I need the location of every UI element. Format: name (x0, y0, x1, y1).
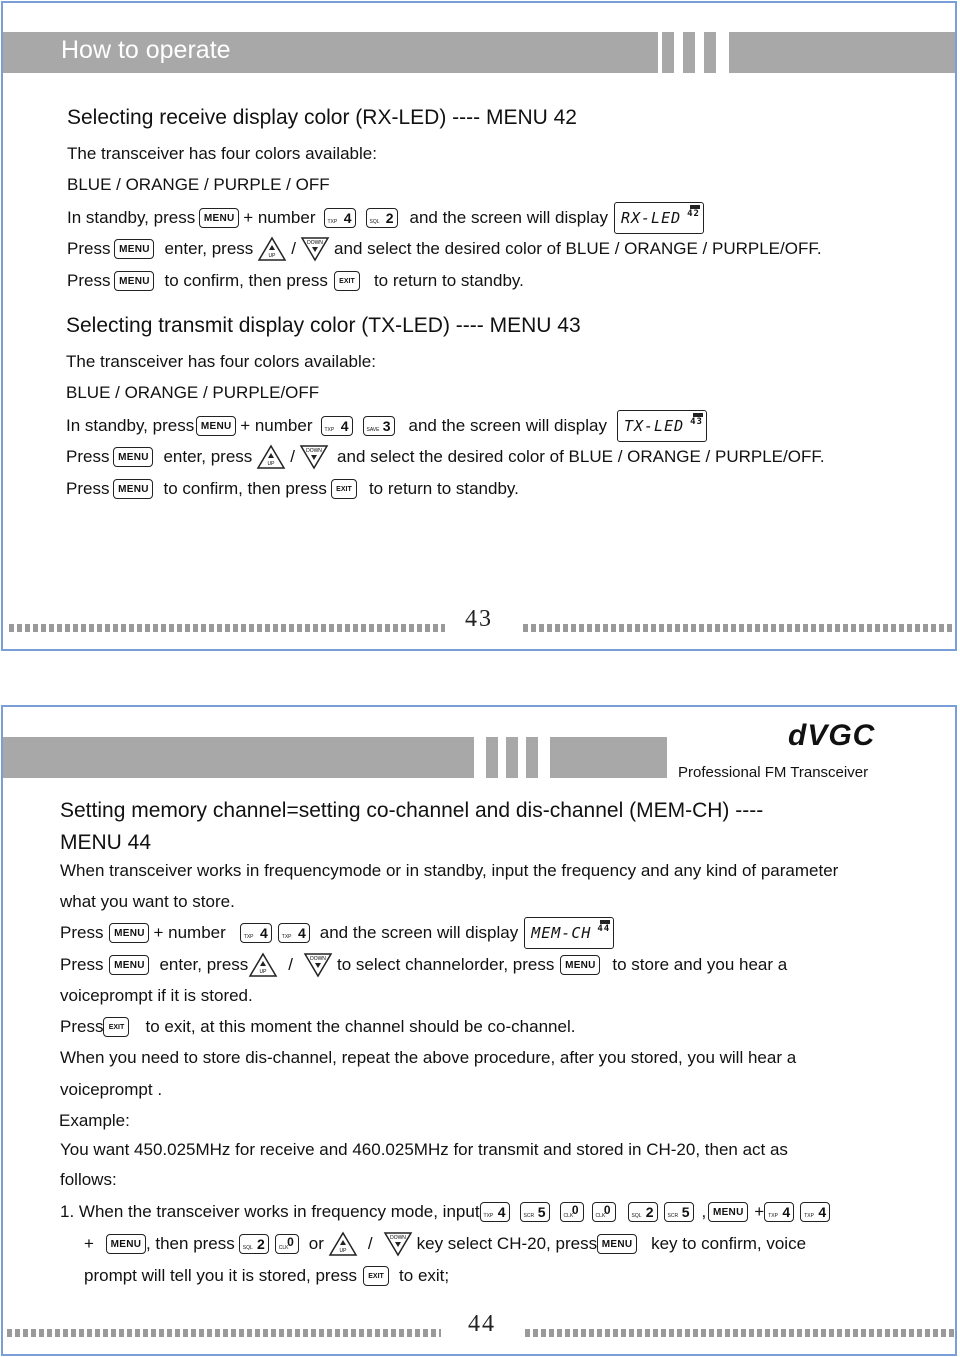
text-line (67, 234, 822, 264)
menu-key-icon: MENU (109, 955, 149, 975)
key-0-icon (560, 1202, 584, 1222)
section-title-menu44: MENU 44 (60, 831, 152, 854)
key-digit: 4 (818, 1204, 827, 1220)
brand-logo (788, 719, 875, 753)
text-line (84, 1229, 806, 1259)
key-sub: TXP (804, 1213, 814, 1219)
key-sub: CLK (563, 1213, 574, 1219)
text-line (67, 175, 330, 195)
header-bar-right (729, 32, 957, 73)
text: / (290, 447, 296, 466)
key-label: DOWN (306, 448, 322, 454)
text: / (367, 1234, 373, 1253)
footer-dots (523, 624, 955, 632)
footer-dots (7, 1329, 441, 1337)
text-line (60, 986, 253, 1006)
text-line (60, 1170, 117, 1190)
up-key-icon (256, 444, 286, 470)
text: BLUE / ORANGE / PURPLE/OFF (66, 383, 320, 402)
key-4-icon (480, 1202, 510, 1222)
section-title-tx-led: Selecting transmit display color (TX-LED) ---- MENU 43 (66, 314, 581, 337)
text: prompt will tell you it is stored, press (84, 1266, 358, 1285)
key-digit: 5 (537, 1204, 546, 1220)
key-4-icon (764, 1202, 794, 1222)
text-line (84, 1263, 449, 1289)
text: and select the desired color of BLUE / ORANGE / PURPLE/OFF. (334, 239, 822, 258)
key-label: UP (267, 461, 275, 467)
key-sub: TXP (324, 427, 335, 433)
text-line (60, 916, 614, 950)
key-sub: SCR (523, 1213, 535, 1219)
page-number: 43 (465, 606, 493, 632)
key-sub: SAVE (366, 427, 380, 433)
key-digit: 5 (681, 1204, 690, 1220)
text: The transceiver has four colors available: (66, 352, 376, 371)
menu-key-icon: MENU (114, 271, 154, 291)
text: key select CH-20, press (416, 1234, 598, 1253)
lcd-number: 43 (690, 417, 703, 427)
exit-key-icon: EXIT (363, 1266, 389, 1286)
text: , then press (145, 1234, 235, 1253)
text: and the screen will display (408, 416, 607, 435)
text: to store and you hear a (612, 955, 788, 974)
text: enter, press (159, 955, 249, 974)
text: When you need to store dis-channel, repeat the above procedure, after you stored, you will hear a (60, 1048, 797, 1067)
text: In standby, press (66, 416, 195, 435)
footer-dots (525, 1329, 955, 1337)
text-line (59, 1111, 130, 1131)
key-sub: SQL (369, 219, 380, 225)
key-4-icon (240, 923, 272, 943)
menu-key-icon: MENU (597, 1234, 637, 1254)
menu-key-icon: MENU (106, 1234, 146, 1254)
key-digit: 4 (259, 925, 268, 941)
key-label: DOWN (310, 956, 326, 962)
key-digit: 2 (385, 210, 394, 226)
key-digit: 4 (297, 925, 306, 941)
text-line (66, 408, 707, 444)
text: + (754, 1202, 765, 1221)
lcd-display-icon (617, 410, 707, 442)
text: what you want to store. (60, 892, 235, 911)
text: , (701, 1202, 707, 1221)
text: and the screen will display (319, 923, 519, 942)
key-sub: TXP (243, 934, 254, 940)
lcd-text: TX-LED (623, 417, 685, 435)
key-digit: 4 (343, 210, 352, 226)
header-stripe (486, 737, 498, 778)
text-line (67, 144, 377, 164)
header-bar (3, 737, 474, 778)
key-sub: TXP (483, 1213, 494, 1219)
text: When transceiver works in frequencymode or in standby, input the frequency and any kind of parameter (60, 861, 839, 880)
page-title: How to operate (61, 36, 231, 64)
text: + number (243, 208, 316, 227)
key-4-icon (321, 416, 353, 436)
text: Press (60, 1017, 104, 1036)
key-digit: 0 (287, 1235, 294, 1249)
text: + number (153, 923, 226, 942)
down-key-icon (303, 952, 333, 978)
text: / (288, 955, 294, 974)
lcd-display-icon (614, 202, 704, 234)
text-line (60, 1199, 834, 1225)
section-title-mem-ch: Setting memory channel=setting co-channel and dis-channel (MEM-CH) ---- (60, 799, 764, 822)
text: In standby, press (67, 208, 196, 227)
text: enter, press (164, 239, 254, 258)
exit-key-icon: EXIT (334, 271, 360, 291)
text: + number (240, 416, 313, 435)
key-sub: SQL (631, 1213, 642, 1219)
key-2-icon (239, 1234, 269, 1254)
text: + (84, 1234, 94, 1253)
exit-key-icon: EXIT (331, 479, 357, 499)
key-2-icon (366, 208, 398, 228)
text: to confirm, then press (164, 271, 328, 290)
text-line (66, 476, 519, 502)
menu-key-icon: MENU (114, 239, 154, 259)
up-key-icon (328, 1231, 358, 1257)
key-5-icon (520, 1202, 550, 1222)
text: and the screen will display (409, 208, 608, 227)
menu-key-icon: MENU (113, 447, 153, 467)
lcd-number: 42 (687, 209, 700, 219)
footer-dots (9, 624, 445, 632)
text: Press (60, 955, 104, 974)
text: or (308, 1234, 324, 1253)
key-label: DOWN (307, 240, 323, 246)
key-sub: CLK (595, 1213, 606, 1219)
key-0-icon (592, 1202, 616, 1222)
section-title-rx-led: Selecting receive display color (RX-LED) ---- MENU 42 (67, 106, 577, 129)
exit-key-icon: EXIT (103, 1017, 129, 1037)
key-digit: 0 (571, 1203, 579, 1217)
brand-subtitle: Professional FM Transceiver (678, 764, 869, 781)
text: and select the desired color of BLUE / ORANGE / PURPLE/OFF. (337, 447, 825, 466)
text: to return to standby. (368, 479, 519, 498)
text: to exit; (399, 1266, 450, 1285)
text: voiceprompt . (60, 1080, 163, 1099)
text-line (66, 352, 376, 372)
key-4-icon (278, 923, 310, 943)
page-number: 44 (468, 1311, 496, 1337)
text-line (60, 1014, 575, 1040)
text: Press (67, 271, 111, 290)
lcd-text: MEM-CH (531, 924, 592, 942)
key-5-icon (664, 1202, 694, 1222)
text: Example: (59, 1111, 130, 1130)
text: / (291, 239, 297, 258)
menu-key-icon: MENU (199, 208, 239, 228)
text-line (66, 383, 319, 403)
text: Press (60, 923, 104, 942)
text: Press (66, 447, 110, 466)
menu-key-icon: MENU (196, 416, 236, 436)
key-digit: 4 (340, 418, 349, 434)
text-line (60, 892, 235, 912)
key-digit: 0 (603, 1203, 611, 1217)
menu-key-icon: MENU (113, 479, 153, 499)
key-label: UP (339, 1248, 347, 1254)
key-sub: SCR (667, 1213, 679, 1219)
menu-key-icon: MENU (560, 955, 600, 975)
key-sub: TXP (768, 1213, 778, 1219)
key-label: UP (259, 969, 267, 975)
key-4-icon (800, 1202, 830, 1222)
text: Press (66, 479, 110, 498)
header-bar-right (550, 737, 667, 778)
key-0-icon (275, 1234, 299, 1254)
key-3-icon (363, 416, 395, 436)
text: enter, press (163, 447, 253, 466)
up-key-icon (248, 952, 278, 978)
text-line (60, 1080, 162, 1100)
text: to confirm, then press (163, 479, 327, 498)
key-label: DOWN (389, 1235, 406, 1241)
text: key to confirm, voice (651, 1234, 807, 1253)
text-line (60, 950, 787, 980)
header-bar (3, 32, 658, 73)
key-digit: 4 (497, 1204, 506, 1220)
key-4-icon (324, 208, 356, 228)
text: to exit, at this moment the channel should be co-channel. (145, 1017, 576, 1036)
text: BLUE / ORANGE / PURPLE / OFF (67, 175, 330, 194)
text: The transceiver has four colors available: (67, 144, 377, 163)
text: You want 450.025MHz for receive and 460.025MHz for transmit and stored in CH-20, then act as (60, 1140, 788, 1159)
header-stripe (662, 32, 674, 73)
lcd-number: 44 (597, 924, 611, 934)
key-digit: 3 (382, 418, 391, 434)
up-key-icon (257, 236, 287, 262)
key-digit: 4 (782, 1204, 791, 1220)
header-stripe (683, 32, 695, 73)
vgc-logo: dVGC (788, 719, 876, 752)
lcd-display-icon (524, 917, 614, 949)
page-43 (1, 1, 957, 651)
text: 1. When the transceiver works in frequency mode, input (60, 1202, 480, 1221)
text: to select channelorder, press (337, 955, 555, 974)
key-digit: 2 (645, 1204, 654, 1220)
text-line (66, 442, 825, 472)
key-label: UP (268, 253, 276, 259)
key-2-icon (628, 1202, 658, 1222)
header-stripe (506, 737, 518, 778)
down-key-icon (383, 1231, 413, 1257)
header-stripe (526, 737, 538, 778)
text: to return to standby. (373, 271, 524, 290)
key-sub: TXP (327, 219, 338, 225)
header-stripe (704, 32, 716, 73)
text-line (67, 268, 524, 294)
text: Press (67, 239, 111, 258)
down-key-icon (300, 236, 330, 262)
down-key-icon (299, 444, 329, 470)
menu-key-icon: MENU (708, 1202, 748, 1222)
text-line (67, 201, 704, 235)
text: voiceprompt if it is stored. (60, 986, 253, 1005)
text: follows: (60, 1170, 117, 1189)
text-line (60, 1140, 788, 1160)
text-line (60, 861, 838, 881)
key-digit: 2 (256, 1236, 265, 1252)
key-sub: CLK (278, 1245, 289, 1251)
lcd-text: RX-LED (620, 209, 682, 227)
key-sub: TXP (281, 934, 292, 940)
menu-key-icon: MENU (109, 923, 149, 943)
key-sub: SQL (242, 1245, 253, 1251)
page-44 (1, 705, 957, 1356)
text-line (60, 1048, 796, 1068)
